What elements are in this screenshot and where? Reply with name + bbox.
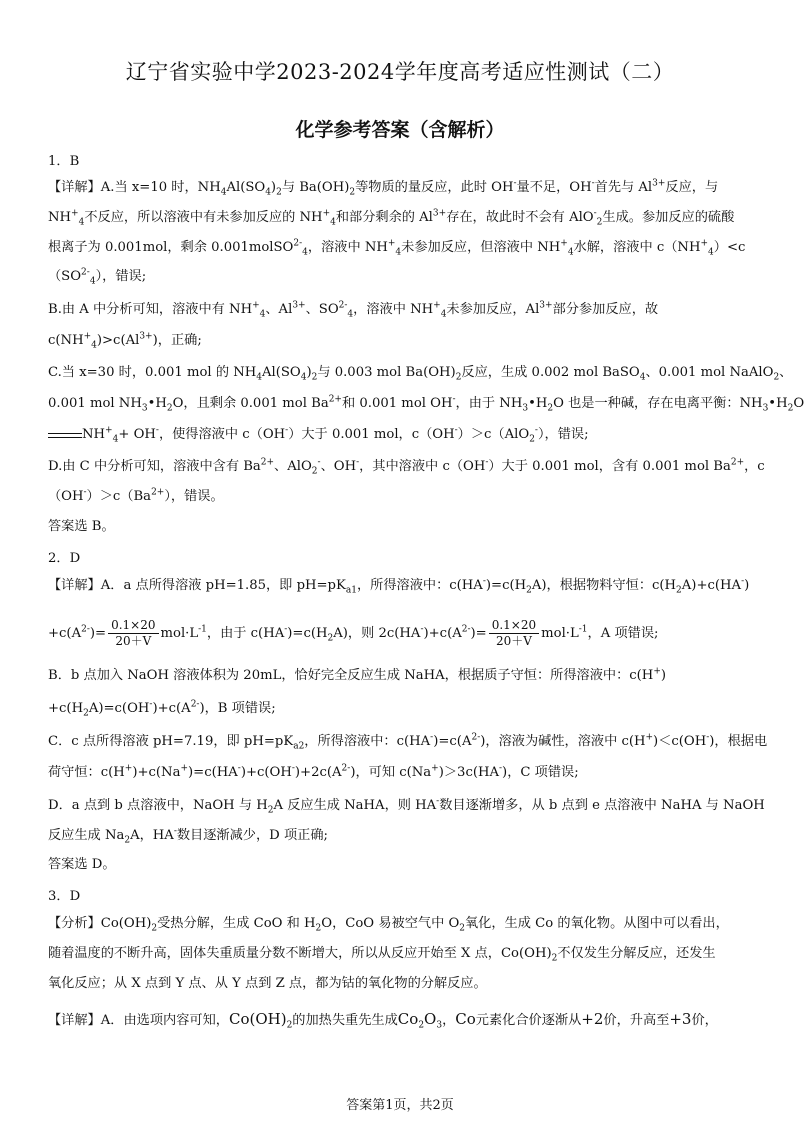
q1-line-4: $(SO^{2-}_4)$，错误; [48, 267, 147, 287]
fraction: $\frac{0.1\times 20}{20+V}$ [108, 618, 158, 649]
q1-line-11: $(OH^-)>c(Ba^{2+})$，错误。 [48, 487, 224, 504]
q1-line-1: 【详解】A.当 x=10 时，$NH_4Al(SO_4)_2$与 $Ba(OH)_2$等物质的量反应，此时 OH-量不足，OH-首先与 $Al^{3+}$反应，与 [48, 178, 719, 198]
q1-line-3: 根离子为 0.001mol，剩余 0.001molSO$^{2-}_4$，溶液中 $NH^+_4$未参加反应，但溶液中 $NH^+_4$水解，溶液中 $c(NH^+_4)<c$ [48, 238, 746, 258]
q2-number: 2．D [48, 551, 81, 566]
q3-line-2: 随着温度的不断升高，固体失重质量分数不断增大，所以从反应开始至 X 点，$Co(OH)_2$不仅发生分解反应，还发生 [48, 946, 716, 964]
q2-line-1: 【详解】A．a 点所得溶液 pH=1.85，即 $pH=pK_{a1}$，所得溶液中：$c(HA^-)=c(H_2A)$，根据物料守恒：$c(H_2A)+c(HA^-)$ [48, 576, 750, 596]
q2-line-4: $+c(H_2A)=c(OH^-)+c(A^{2-})$，B 项错误; [48, 699, 276, 719]
q1-line-2: $NH^+_4$不反应，所以溶液中有未参加反应的 $NH^+_4$和部分剩余的 $Al^{3+}$存在，故此时不会有 AlO-$_2$生成。参加反应的硫酸 [48, 208, 735, 228]
q1-line-6: $c(NH^+_4)>c(Al^{3+})$，正确; [48, 331, 202, 351]
page-footer: 答案第1页，共2页 [346, 1098, 454, 1113]
q2-line-2: $+c(A^{2-})=$ $\frac{0.1\times 20}{20+V}$ $mol\cdot L^{-1}$，由于 $c(HA^-)=c(H_2A)$，则 $2c(HA^-)+c(A^{2-})=$ $\frac{0.1\times 20}{20+V}$ $mol\cdot L^{-1}$，A 项错误; [48, 618, 659, 648]
q2-line-6: 荷守恒：$c(H^+)+c(Na^+)=c(HA^-)+c(OH^-)+2c(A^{2-})$，可知 c(Na+)＞3c(HA-)，C 项错误; [48, 763, 579, 780]
q1-line-9: $NH^+_4+ OH^-$，使得溶液中 c（OH-）大于 0.001 mol，c（OH-）＞c（AlO$_2$-），错误; [48, 426, 589, 444]
q1-line-8: 0.001 mol $NH_3•H_2O$，且剩余 0.001 mol $Ba^{2+}$和 0.001 mol OH-，由于 $NH_3•H_2O$ 也是一种碱，存在电离平衡：$NH_3•H_2O$ [48, 394, 804, 414]
page-subtitle: 化学参考答案（含解析） [295, 119, 505, 141]
q2-line-5: C．c 点所得溶液 pH=7.19，即 $pH=pK_{a2}$，所得溶液中：$c(HA^-)=c(A^{2-})$，溶液为碱性，溶液中 c(H+)＜c(OH-)，根据电 [48, 732, 768, 752]
q1-line-7: C.当 x=30 时，0.001 mol 的 $NH_4Al(SO_4)_2$与 0.003 mol $Ba(OH)_2$反应，生成 0.002 mol BaSO$_4$、0.001 mol NaAlO$_2$、 [48, 365, 793, 383]
q1-answer: 答案选 B。 [48, 519, 115, 534]
q3-line-1: 【分析】$Co(OH)_2$受热分解，生成 CoO 和 $H_2O$，CoO 易被空气中 $O_2$氧化，生成 Co 的氧化物。从图中可以看出， [48, 916, 729, 934]
q3-line-3: 氧化反应；从 X 点到 Y 点、从 Y 点到 Z 点，都为钴的氧化物的分解反应。 [48, 976, 487, 991]
q1-number: 1．B [48, 154, 80, 169]
q3-number: 3．D [48, 889, 81, 904]
q2-line-7: D．a 点到 b 点溶液中，NaOH 与 $H_2A$ 反应生成 NaHA，则 HA-数目逐渐增多，从 b 点到 e 点溶液中 NaHA 与 NaOH [48, 796, 765, 816]
q3-line-4: 【详解】A．由选项内容可知，$Co(OH)_2$的加热失重先生成$Co_2O_3$，Co元素化合价逐渐从+2价，升高至+3价， [48, 1010, 718, 1031]
q2-line-3: B．b 点加入 NaOH 溶液体积为 20mL，恰好完全反应生成 NaHA，根据质子守恒：所得溶液中：c(H+) [48, 666, 667, 683]
q1-line-10: D.由 C 中分析可知，溶液中含有 $Ba^{2+}$、AlO$_2$-、OH-，其中溶液中 c（OH-）大于 0.001 mol，含有 0.001 mol $Ba^{2+}$，c [48, 457, 765, 477]
q1-line-5: B.由 A 中分析可知，溶液中有 $NH^+_4$、$Al^{3+}$、$SO^{2-}_4$，溶液中 $NH^+_4$未参加反应，$Al^{3+}$部分参加反应，故 [48, 300, 659, 320]
fraction: $\frac{0.1\times 20}{20+V}$ [489, 618, 539, 649]
equilibrium-arrow-icon [48, 430, 82, 440]
page-title: 辽宁省实验中学2023-2024学年度高考适应性测试（二） [125, 60, 675, 84]
q2-answer: 答案选 D。 [48, 857, 116, 872]
q2-line-8: 反应生成 $Na_2A$，HA-数目逐渐减少，D 项正确; [48, 826, 328, 846]
